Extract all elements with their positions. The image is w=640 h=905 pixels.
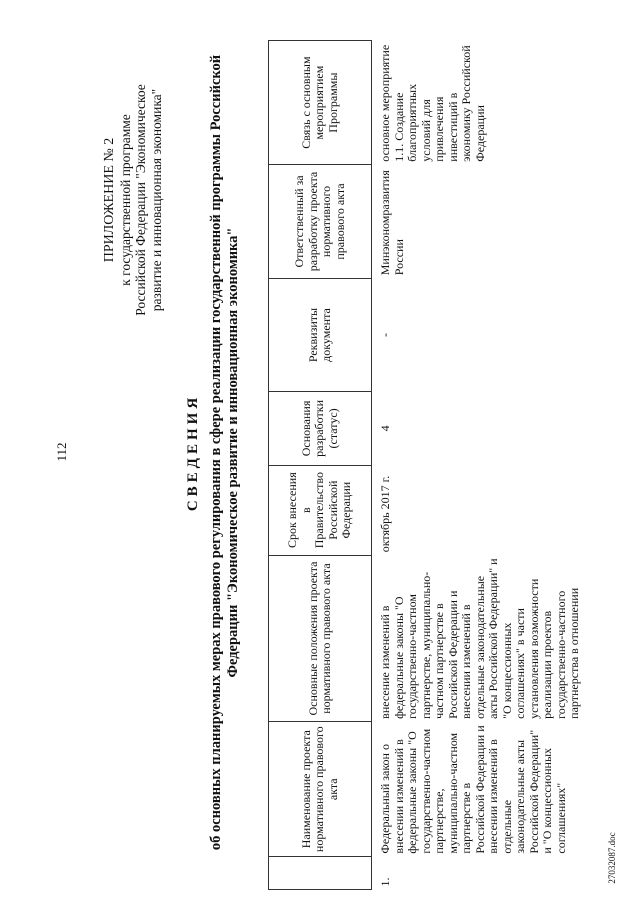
header-provisions: Основные положения проекта нормативного правового акта [269,555,372,722]
cell-requisites: - [378,333,392,338]
header-act-name: Наименование проекта нормативного правового акта [269,722,372,857]
document-subtitle-line-1: об основных планируемых мерах правового регулирования в сфере реализации государственной программы Российской [208,54,224,851]
appendix-line-1: к государственной программе [117,114,133,286]
header-responsible: Ответственный за разработку проекта нормативного правового акта [269,165,372,279]
appendix-heading: ПРИЛОЖЕНИЕ № 2 [102,137,117,263]
header-number [269,857,372,890]
footer-document-code: 27032087.doc [607,832,617,884]
table-row [375,41,586,890]
rotated-sheet [80,0,640,905]
measures-table [268,40,586,890]
cell-responsible: Минэкономразвития России [378,170,406,276]
cell-act-name: Федеральный закон о внесении изменений в федеральные законы "О государственно-частном партнерстве, муниципально-частном партнерстве в Российской Федерации и внесении изменений в отдельные законодательные акты Российской Федерации" и "О концессионных соглашениях" [378,725,568,854]
cell-provisions: внесение изменений в федеральные законы "О государственно-частном партнерстве, муниципально-частном партнерстве в Российской Федерации и внесении изменений в отдельные законодательные акты Российской Федерации" и "О концессионных соглашениях" в части установления возможности реализации проектов государственно-частного партнерства в отношении [378,558,581,719]
cell-program-link: основное мероприятие 1.1. Создание благоприятных условий для привлечения инвестиций в экономику Российской Федерации [378,44,487,162]
title-block [185,40,242,865]
cell-deadline: октябрь 2017 г. [378,475,392,553]
header-program-link: Связь с основным мероприятием Программы [269,41,372,165]
cell-basis: 4 [378,425,392,432]
appendix-line-3: развитие и инновационная экономика" [148,88,164,312]
appendix-line-2: Российской Федерации "Экономическое [133,84,148,316]
table-header-row [269,41,372,890]
cell-number: 1. [378,877,392,887]
document-subtitle-line-2: Федерации "Экономическое развитие и инновационная экономика" [225,227,241,678]
appendix-block [102,40,164,360]
page-number: 112 [54,442,69,462]
header-basis: Основания разработки (статус) [269,392,372,465]
header-requisites: Реквизиты документа [269,278,372,392]
document-title: СВЕДЕНИЯ [185,393,201,512]
header-deadline: Срок внесения в Правительство Российской Федерации [269,465,372,555]
